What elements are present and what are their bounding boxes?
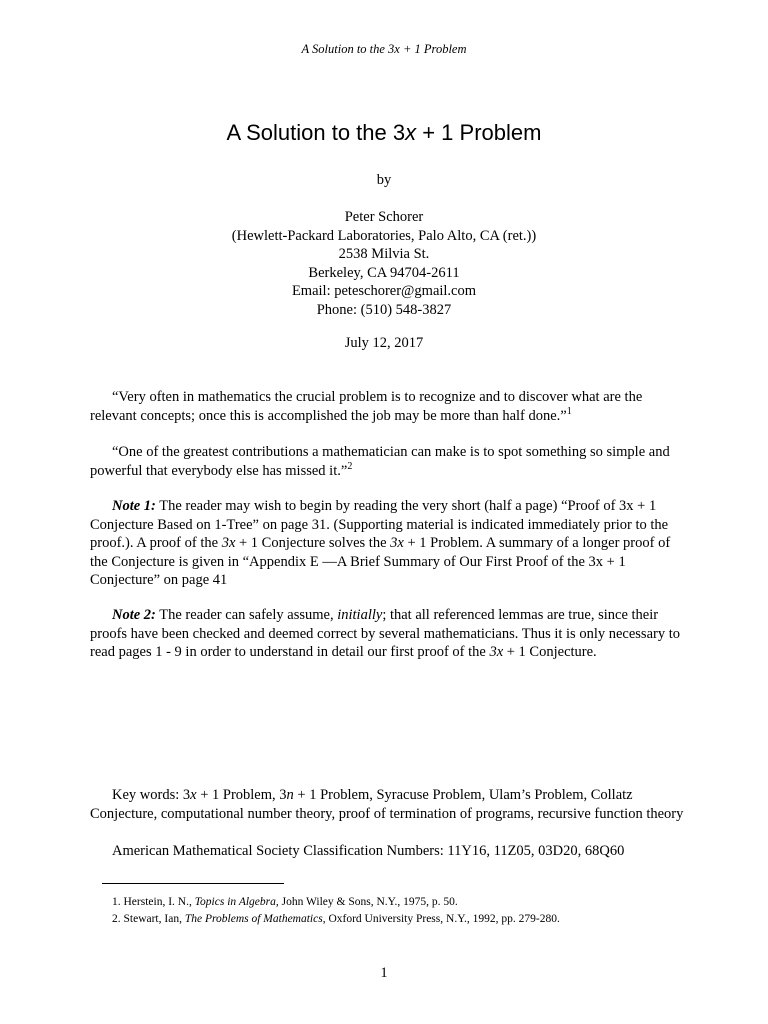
footnote-2-post: , Oxford University Press, N.Y., 1992, pp. 279-280.: [322, 913, 560, 925]
quote-1-text: “Very often in mathematics the crucial problem is to recognize and to discover what are the relevant concepts; once this is accomplished the job may be more than half done.”: [90, 389, 643, 424]
page-number: 1: [380, 965, 388, 981]
footnote-1-pre: 1. Herstein, I. N.,: [112, 896, 195, 908]
title-post: + 1 Problem: [416, 120, 542, 145]
footnote-2-pre: 2. Stewart, Ian,: [112, 913, 185, 925]
page-title: [0, 120, 768, 146]
document-date: July 12, 2017: [344, 335, 424, 351]
note-2-text-b: ; that all referenced lemmas are true, since their proofs have been checked and deemed correct by several mathematicians. Thus it is only necessary to read pages 1 - 9 in order to understand in detail our first proof of the: [90, 607, 680, 660]
footnote-ref-2[interactable]: 2: [347, 460, 353, 472]
footnote-1: [112, 894, 712, 911]
note-1-text-c: + 1 Problem. A summary of a longer proof of the Conjecture is given in “Appendix E —A Brief Summary of Our First Proof of the 3x + 1 Conjecture” on page 41: [90, 535, 671, 588]
note-1: [90, 497, 680, 590]
note-2-label: Note 2:: [112, 607, 156, 623]
title-var: x: [405, 120, 417, 145]
epigraph-quote-1: [90, 388, 680, 425]
footnote-2-title: The Problems of Mathematics: [184, 913, 323, 925]
author-city: Berkeley, CA 94704-2611: [308, 264, 460, 281]
keywords: [90, 786, 690, 823]
note-2-italic: initially: [337, 607, 383, 623]
note-1-label: Note 1:: [112, 498, 156, 514]
note-1-var-a: 3x: [221, 535, 236, 551]
footnotes: [112, 894, 712, 928]
author-email[interactable]: Email: peteschorer@gmail.com: [291, 283, 477, 299]
byline: by: [376, 172, 392, 188]
footnote-1-post: , John Wiley & Sons, N.Y., 1975, p. 50.: [275, 896, 458, 908]
author-street: 2538 Milvia St.: [338, 246, 430, 262]
footnote-1-title: Topics in Algebra: [194, 896, 276, 908]
author-phone: Phone: (510) 548-3827: [316, 301, 452, 318]
note-1-text-a: The reader may wish to begin by reading the very short (half a page) “Proof of 3x + 1 Conjecture Based on 1-Tree” on page 31. (Supporting material is indicated immediately prior to the proof.). A proof of the: [90, 498, 669, 551]
note-2-text-a: The reader can safely assume,: [155, 607, 338, 623]
keywords-text-b: + 1 Problem, 3: [196, 787, 287, 803]
note-1-var-b: 3x: [390, 535, 404, 551]
note-2-text-c: + 1 Conjecture.: [503, 644, 597, 660]
note-2-var: 3x: [489, 644, 504, 660]
ams-classification: American Mathematical Society Classification Numbers: 11Y16, 11Z05, 03D20, 68Q60: [112, 843, 625, 859]
quote-2-text: “One of the greatest contributions a mathematician can make is to spot something so simple and powerful that everybody else has missed it.”: [90, 444, 670, 479]
keywords-var-a: x: [190, 787, 197, 803]
note-1-text-b: + 1 Conjecture solves the: [235, 535, 391, 551]
footnote-ref-1[interactable]: 1: [566, 405, 572, 417]
title-pre: A Solution to the 3: [226, 120, 406, 145]
epigraph-quote-2: [90, 443, 680, 480]
footnote-2: [112, 911, 712, 928]
note-2: [90, 606, 680, 662]
keywords-var-b: n: [286, 787, 294, 803]
author-name: Peter Schorer: [344, 209, 424, 225]
footnote-divider: [102, 883, 284, 884]
running-head: A Solution to the 3x + 1 Problem: [301, 42, 467, 56]
author-affiliation: (Hewlett-Packard Laboratories, Palo Alto, CA (ret.)): [231, 227, 537, 244]
keywords-text-a: Key words: 3: [112, 787, 191, 803]
keywords-text-c: + 1 Problem, Syracuse Problem, Ulam’s Problem, Collatz Conjecture, computational number theory, proof of termination of programs, recursive function theory: [90, 787, 684, 822]
author-block: [0, 208, 768, 319]
